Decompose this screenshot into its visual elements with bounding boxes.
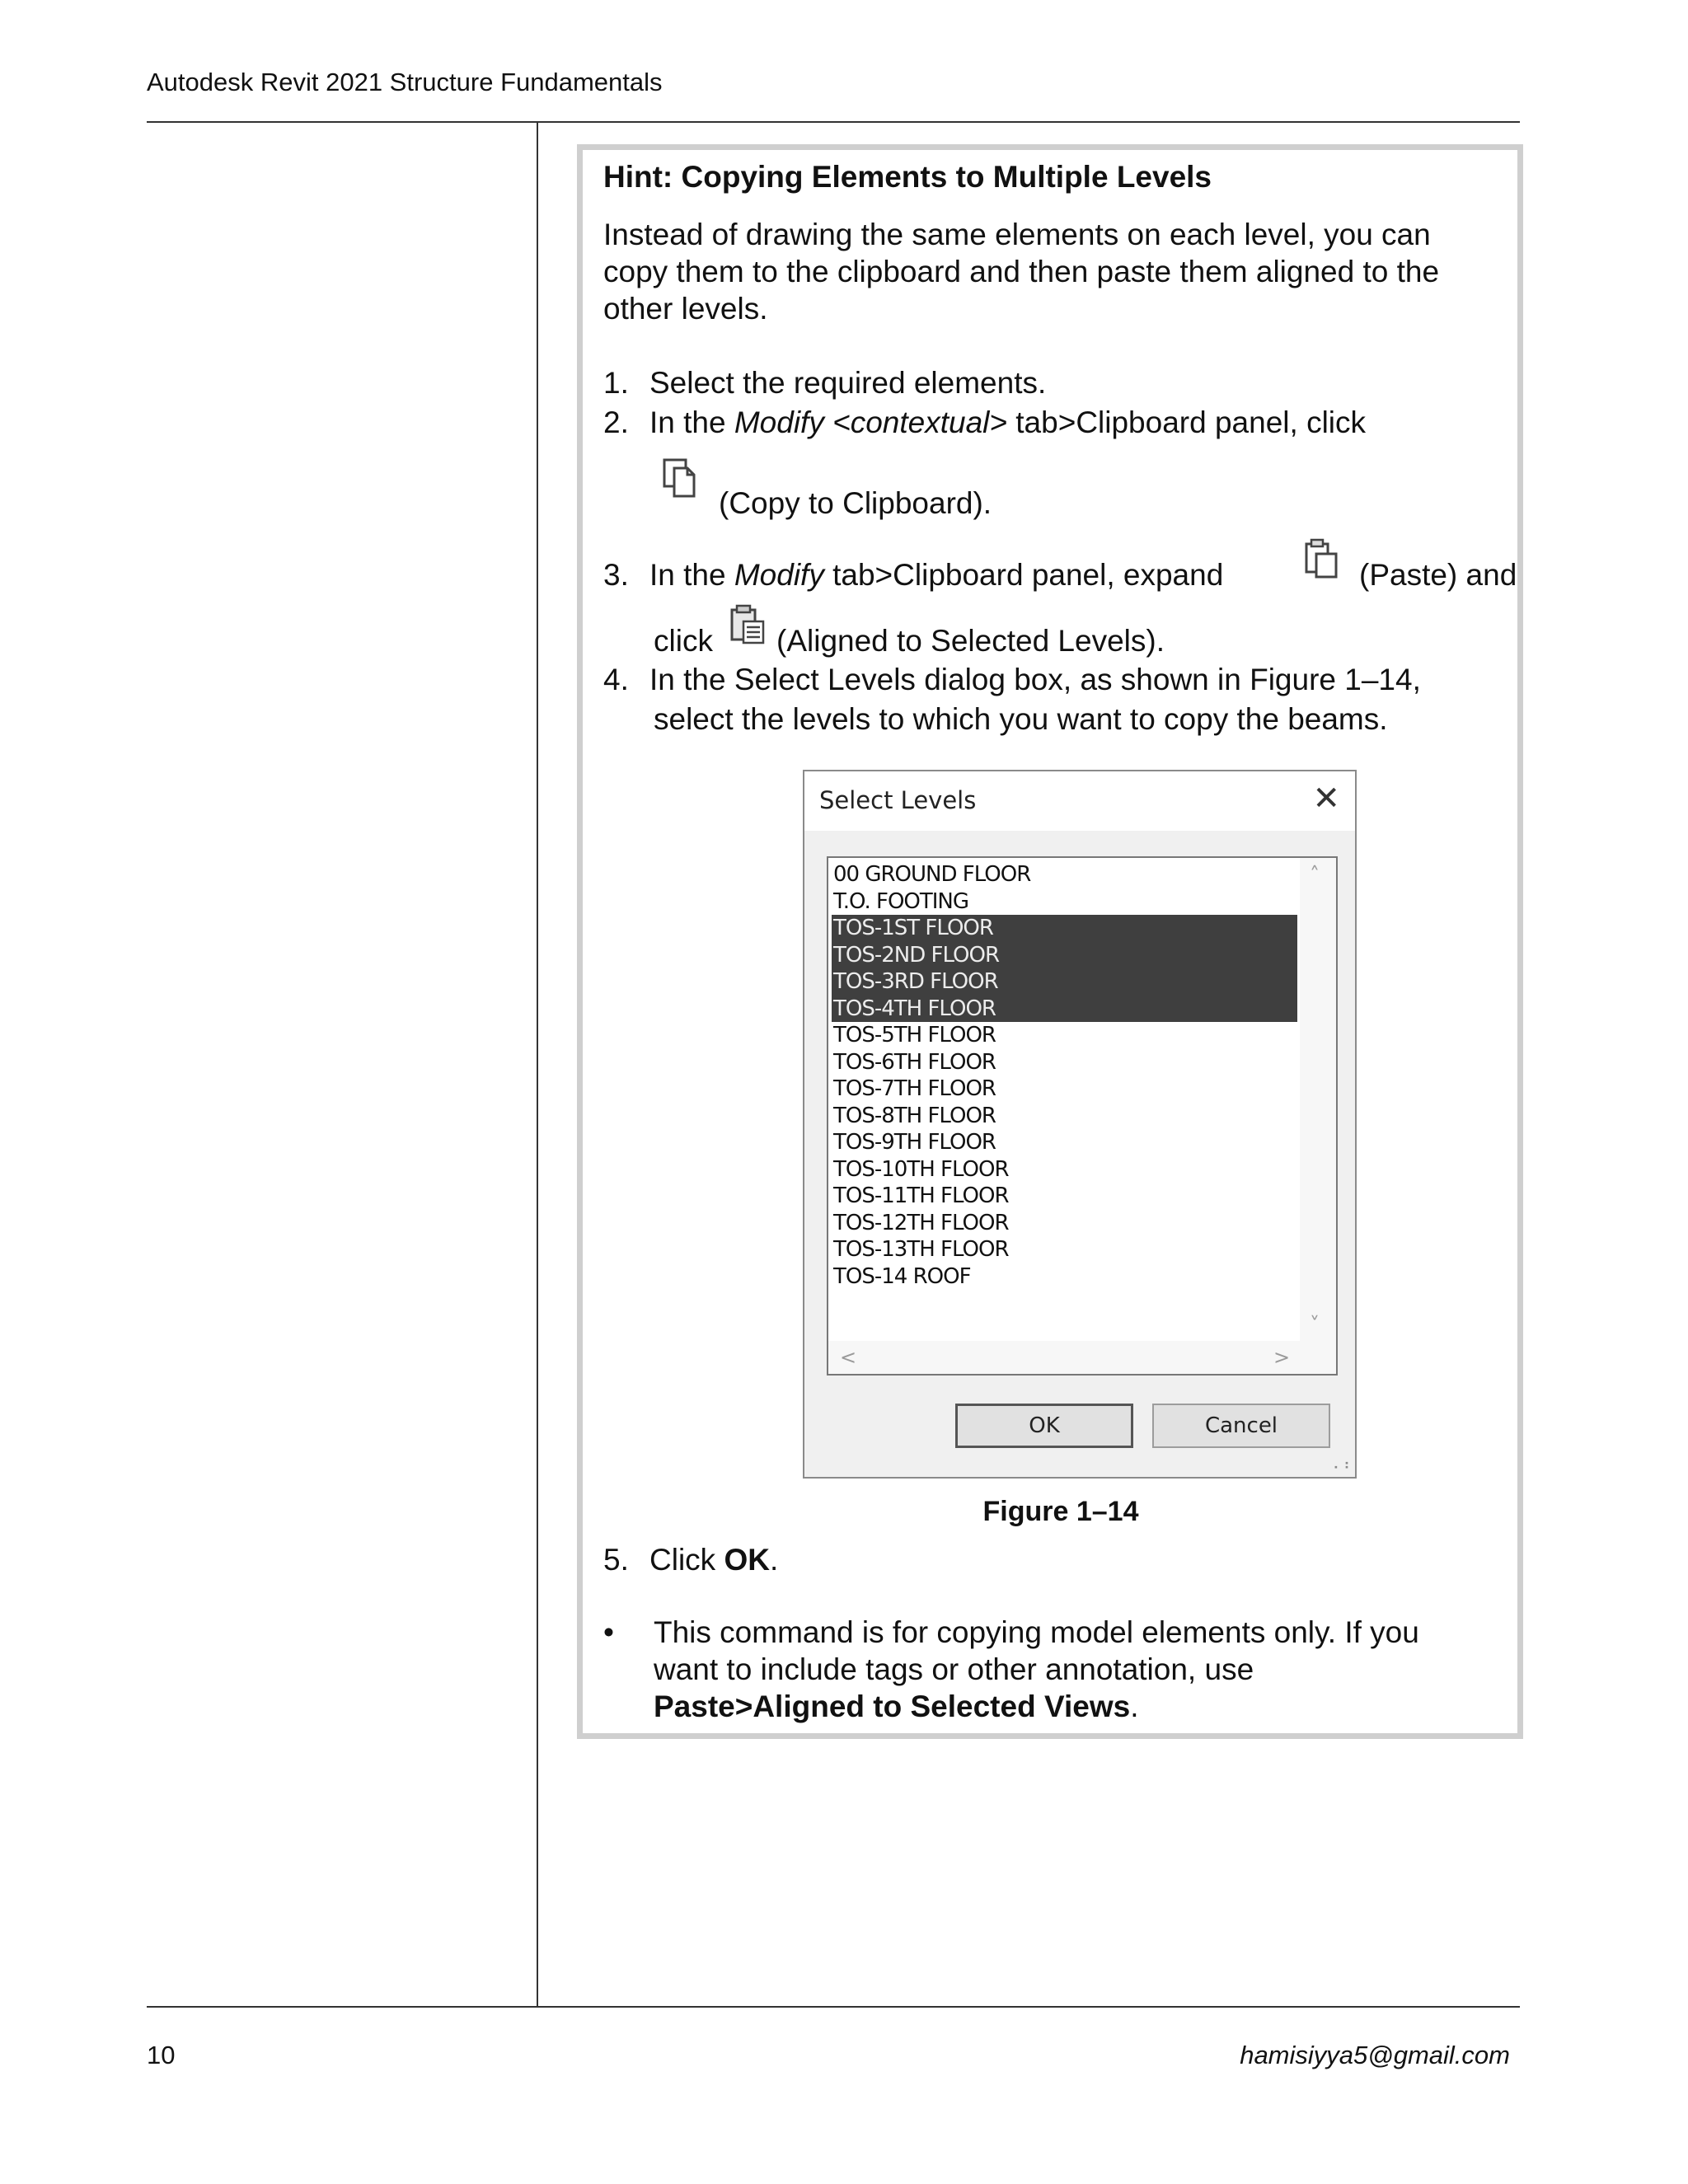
- step-number: 4.: [603, 663, 629, 696]
- cancel-button[interactable]: Cancel: [1152, 1404, 1330, 1448]
- level-item[interactable]: TOS-7TH FLOOR: [833, 1076, 996, 1101]
- hint-box: [577, 144, 1523, 1739]
- step-3-click: click: [654, 624, 713, 658]
- level-item[interactable]: 00 GROUND FLOOR: [833, 862, 1031, 887]
- select-levels-dialog: [803, 770, 1357, 1479]
- step-bold: OK: [724, 1543, 770, 1577]
- step-number: 1.: [603, 366, 629, 400]
- step-text: In the Select Levels dialog box, as shown in Figure 1–14,: [649, 663, 1421, 696]
- levels-list: [832, 861, 1297, 1290]
- step-emphasis: Modify: [734, 558, 824, 592]
- step-3: [603, 558, 1223, 593]
- step-text: Click: [649, 1543, 724, 1577]
- step-number: 5.: [603, 1543, 629, 1577]
- resize-grip-icon[interactable]: ⠠⠰: [1328, 1456, 1350, 1473]
- level-item[interactable]: TOS-12TH FLOOR: [833, 1210, 1009, 1235]
- level-item[interactable]: TOS-14 ROOF: [833, 1263, 971, 1289]
- step-text: In the: [649, 558, 734, 592]
- hint-title: Hint: Copying Elements to Multiple Levels: [603, 160, 1212, 194]
- bullet-line-2: want to include tags or other annotation, use: [654, 1652, 1254, 1686]
- step-2: [603, 405, 1366, 440]
- step-text: tab>Clipboard panel, click: [1007, 405, 1367, 439]
- footer-email: hamisiyya5@gmail.com: [1240, 2041, 1510, 2069]
- aligned-to-selected-levels-icon: [727, 603, 767, 646]
- step-text: tab>Clipboard panel, expand: [823, 558, 1224, 592]
- header-rule: [147, 121, 1520, 123]
- bullet-line-1: This command is for copying model elements only. If you: [654, 1615, 1419, 1649]
- level-item[interactable]: TOS-3RD FLOOR: [832, 968, 1297, 996]
- scroll-right-icon[interactable]: >: [1273, 1346, 1291, 1369]
- level-item[interactable]: T.O. FOOTING: [833, 888, 969, 914]
- bullet-symbol: •: [603, 1615, 614, 1649]
- level-item[interactable]: TOS-11TH FLOOR: [833, 1183, 1009, 1208]
- level-item[interactable]: TOS-5TH FLOOR: [833, 1023, 996, 1047]
- step-3-continuation: (Aligned to Selected Levels).: [776, 624, 1165, 658]
- level-item[interactable]: TOS-4TH FLOOR: [832, 996, 1297, 1023]
- level-item[interactable]: TOS-1ST FLOOR: [832, 915, 1297, 942]
- level-item[interactable]: TOS-2ND FLOOR: [832, 942, 1297, 969]
- levels-listbox[interactable]: [827, 856, 1338, 1376]
- bullet-line-3: [654, 1690, 1138, 1724]
- paste-icon: [1301, 537, 1341, 580]
- level-item[interactable]: TOS-8TH FLOOR: [833, 1103, 996, 1128]
- step-emphasis: Modify <contextual>: [734, 405, 1007, 439]
- level-item[interactable]: TOS-9TH FLOOR: [833, 1130, 996, 1155]
- figure-caption: Figure 1–14: [982, 1496, 1139, 1527]
- vertical-scrollbar[interactable]: [1300, 858, 1336, 1341]
- running-header: Autodesk Revit 2021 Structure Fundamentals: [147, 68, 663, 96]
- level-item[interactable]: TOS-10TH FLOOR: [833, 1156, 1009, 1182]
- dialog-titlebar: [804, 771, 1355, 831]
- step-5: [603, 1543, 778, 1577]
- ok-button[interactable]: OK: [955, 1404, 1133, 1448]
- level-item[interactable]: TOS-6TH FLOOR: [833, 1049, 996, 1075]
- dialog-title: Select Levels: [819, 786, 977, 814]
- step-1: [603, 366, 1046, 401]
- step-text: Select the required elements.: [649, 366, 1047, 400]
- close-icon[interactable]: ✕: [1312, 780, 1340, 817]
- step-4: [603, 663, 1421, 697]
- page-number: 10: [147, 2041, 176, 2069]
- step-2-continuation: (Copy to Clipboard).: [719, 486, 992, 520]
- level-item[interactable]: TOS-13TH FLOOR: [833, 1237, 1009, 1262]
- hint-intro: Instead of drawing the same elements on each level, you can copy them to the clipboard and then paste them aligned to the other levels.: [603, 218, 1440, 326]
- copy-to-clipboard-icon: [661, 457, 701, 499]
- scroll-up-icon[interactable]: ˄: [1310, 863, 1320, 886]
- scroll-left-icon[interactable]: <: [840, 1346, 857, 1369]
- bullet-bold: Paste>Aligned to Selected Views: [654, 1690, 1131, 1723]
- step-text: .: [769, 1543, 779, 1577]
- step-text: In the: [649, 405, 734, 439]
- step-3-after-icon: (Paste) and: [1359, 558, 1517, 592]
- bullet-end: .: [1130, 1690, 1139, 1723]
- scroll-down-icon[interactable]: ˅: [1310, 1313, 1320, 1336]
- horizontal-scrollbar[interactable]: [828, 1341, 1336, 1374]
- step-number: 3.: [603, 558, 629, 592]
- step-number: 2.: [603, 405, 629, 439]
- footer-rule: [147, 2006, 1520, 2008]
- margin-rule: [537, 121, 538, 2007]
- step-4-continuation: select the levels to which you want to copy the beams.: [654, 702, 1388, 736]
